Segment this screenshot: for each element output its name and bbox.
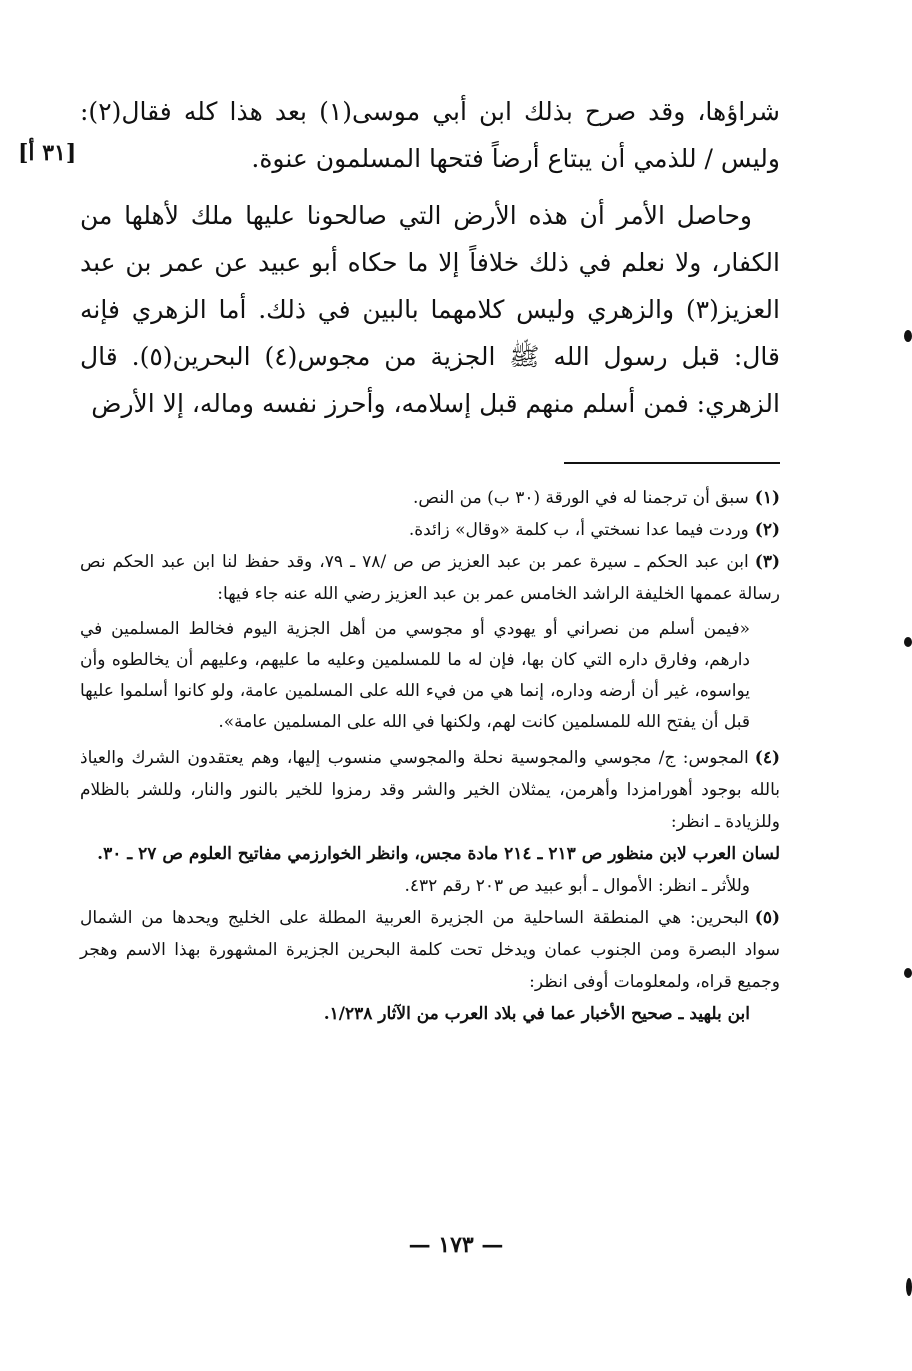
scan-mark — [906, 1278, 912, 1296]
footnote-4-reference-2: وللأثر ـ انظر: الأموال ـ أبو عبيد ص ٢٠٣ رقم ٤٣٢. — [404, 876, 750, 896]
footnote-text: سبق أن ترجمنا له في الورقة (٣٠ ب) من النص. — [413, 488, 749, 508]
footnote-number: (٣) — [754, 552, 780, 572]
footnote-5 — [80, 902, 780, 998]
scan-mark — [904, 637, 912, 647]
main-paragraph-1: شراؤها، وقد صرح بذلك ابن أبي موسى(١) بعد هذا كله فقال(٢): وليس / للذمي أن يبتاع أرضاً فتحها المسلمون عنوة. — [80, 97, 780, 173]
footnote-4-reference-1: لسان العرب لابن منظور ص ٢١٣ ـ ٢١٤ مادة مجس، وانظر الخوارزمي مفاتيح العلوم ص ٢٧ ـ ٣٠. — [97, 844, 780, 864]
footnote-number: (٤) — [754, 748, 780, 768]
footnote-separator — [564, 462, 780, 464]
footnote-1 — [80, 482, 780, 514]
footnote-text: ابن عبد الحكم ـ سيرة عمر بن عبد العزيز ص ص /٧٨ ـ ٧٩، وقد حفظ لنا ابن عبد الحكم نص رسالة عممها الخليفة الراشد الخامس عمر بن عبد العزيز رضي الله عنه جاء فيها: — [80, 552, 780, 604]
footnote-4 — [80, 742, 780, 838]
page-number: — ١٧٣ — — [408, 1232, 504, 1258]
footnote-text: البحرين: هي المنطقة الساحلية من الجزيرة العربية المطلة على الخليج ويحدها من الشمال سواد البصرة ومن الجنوب عمان ويدخل تحت كلمة البحرين الجزيرة المشهورة بهذا الاسم وهجر وجميع قراه، ولمعلومات أوفى انظر: — [80, 908, 780, 992]
footnote-text: المجوس: ج/ مجوسي والمجوسية نحلة والمجوسي منسوب إليها، وهم يعتقدون الشرك والعياذ بالله بوجود أهورامزدا وأهرمن، يمثلان الخير والشر وقد رمزوا للخير بالنور والنار، وللشر بالظلام وللزيادة ـ انظر: — [80, 748, 780, 832]
footnotes — [80, 482, 780, 1030]
scan-mark — [904, 968, 912, 978]
footnote-3 — [80, 546, 780, 610]
footnote-number: (٢) — [754, 520, 780, 540]
main-paragraph-2: وحاصل الأمر أن هذه الأرض التي صالحونا عليها ملك لأهلها من الكفار، ولا نعلم في ذلك خلافاً إلا ما حكاه أبو عبيد عن عمر بن عبد العزيز(٣) والزهري وليس كلامهما بالبين في ذلك. أما الزهري فإنه قال: قبل رسول الله ﷺ الجزية من مجوس(٤) البحرين(٥). قال الزهري: فمن أسلم منهم قبل إسلامه، وأحرز نفسه وماله، إلا الأرض — [80, 201, 780, 418]
footnote-3-quote: «فيمن أسلم من نصراني أو يهودي أو مجوسي من أهل الجزية اليوم فخالط المسلمين في دارهم، وفارق داره التي كان بها، فإن له ما للمسلمين وعليه ما عليهم، وعليهم أن يخالطوه وأن يواسوه، غير أن أرضه وداره، إنما هي من فيء الله على المسلمين عامة، ولو كانوا أسلموا عليها قبل أن يفتح الله للمسلمين كانت لهم، ولكنها في الله على المسلمين عامة». — [80, 619, 750, 732]
main-text — [80, 88, 780, 427]
footnote-text: وردت فيما عدا نسختي أ، ب كلمة «وقال» زائدة. — [408, 520, 749, 540]
footnote-5-reference: ابن بلهيد ـ صحيح الأخبار عما في بلاد العرب من الآثار ١/٢٣٨. — [323, 1004, 750, 1024]
scan-mark — [904, 330, 912, 342]
folio-marginal-note: [٣١ أ] — [18, 140, 77, 166]
footnote-number: (١) — [754, 488, 780, 508]
footnote-number: (٥) — [754, 908, 780, 928]
footnote-2 — [80, 514, 780, 546]
